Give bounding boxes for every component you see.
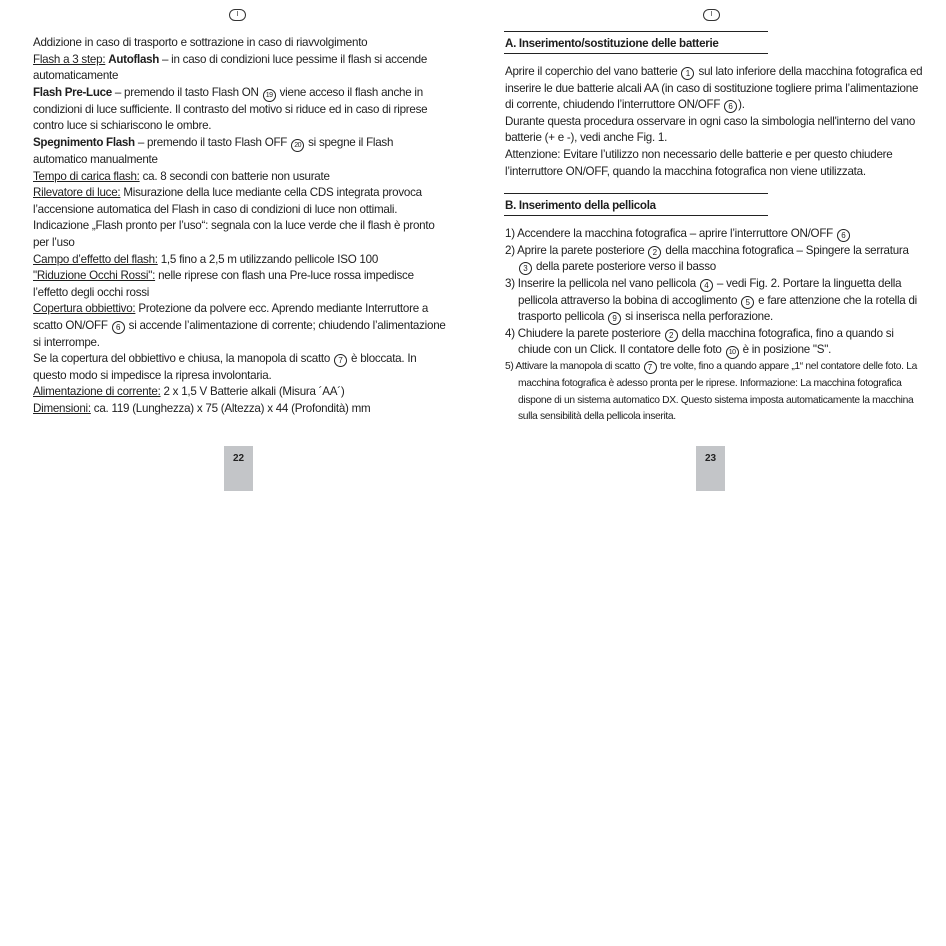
film-step-3-text-d: si inserisca nella perforazione. (622, 310, 774, 324)
circled-number-5: 5 (741, 296, 754, 309)
dimensions-label: Dimensioni: (33, 401, 91, 415)
circled-number-6: 6 (837, 229, 850, 242)
light-sensor-label: Rilevatore di luce: (33, 186, 121, 200)
circled-number-20: 20 (291, 139, 304, 152)
language-badge: I (229, 9, 246, 21)
film-step-1-text: 1) Accendere la macchina fotografica – aprire l’interruttore ON/OFF (505, 227, 836, 241)
circled-number-6: 6 (112, 321, 125, 334)
film-step-2-text-b: della macchina fotografica – Spingere la serratura (662, 243, 909, 257)
power-text: 2 x 1,5 V Batterie alkali (Misura ´AA´) (160, 385, 345, 399)
film-step-2-text-a: 2) Aprire la parete posteriore (505, 243, 648, 257)
circled-number-1: 1 (681, 67, 694, 80)
lens-cover-text-b: si accende l’alimentazione di corrente; chiudendo l’alimentazione si interrompe. (33, 318, 446, 349)
battery-text-c: ). (738, 98, 745, 112)
lens-cover-text-c: Se la copertura del obbiettivo e chiusa, la manopola di scatto (33, 352, 334, 366)
film-step-4 (505, 326, 923, 360)
lens-cover-label: Copertura obbiettivo: (33, 302, 136, 316)
circled-number-9: 9 (608, 312, 621, 325)
right-text-column (505, 35, 923, 426)
page-number-23: 23 (696, 446, 725, 491)
flash-off-text-b: si spegne il Flash automatico manualmente (33, 135, 394, 166)
light-sensor-text: Misurazione della luce mediante cella CDS integrata provoca l’accensione automatica del Flash in caso di condizioni di luce non ottimali. Indicazione „Flash pronto per l’uso“: segnala con la luce verde che il flash è pronto per l’uso (33, 186, 435, 249)
battery-warning: Attenzione: Evitare l’utilizzo non necessario delle batterie e per questo chiudere l’interruttore ON/OFF, quando la macchina fotografica non viene utilizzata. (505, 147, 893, 178)
circled-number-6: 6 (724, 100, 737, 113)
film-step-3 (505, 276, 923, 326)
red-eye-paragraph (33, 268, 448, 301)
charge-time-label: Tempo di carica flash: (33, 169, 140, 183)
circled-number-4: 4 (700, 279, 713, 292)
film-step-4-text-b: della macchina fotografica, fino a quando si chiude con un Click. Il contatore delle foto (518, 326, 894, 357)
circled-number-7: 7 (644, 361, 657, 374)
right-page (473, 0, 946, 946)
left-text-column (33, 35, 448, 417)
language-badge: I (703, 9, 720, 21)
flash-modes-paragraph (33, 52, 448, 85)
red-eye-text: nelle riprese con flash una Pre-luce rossa impedisce l’effetto degli occhi rossi (33, 269, 414, 299)
page-number-22: 22 (224, 446, 253, 491)
film-step-2-text-c: della parete posteriore verso il basso (533, 260, 716, 274)
charge-time-text: ca. 8 secondi con batterie non usurate (139, 169, 330, 183)
film-step-2 (505, 243, 923, 276)
dimensions-text: ca. 119 (Lunghezza) x 75 (Altezza) x 44 (Profondità) mm (90, 401, 371, 415)
lens-cover-paragraph (33, 301, 448, 351)
film-step-3-text-b: – vedi Fig. 2. Portare la linguetta della pellicola attraverso la bobina di accoglimento (518, 276, 902, 307)
battery-paragraph-2: Durante questa procedura osservare in ogni caso la simbologia nell'interno del vano batterie (+ e -), vedi anche Fig. 1. (505, 114, 916, 145)
circled-number-2: 2 (665, 329, 678, 342)
flash-range-text: 1,5 fino a 2,5 m utilizzando pellicole ISO 100 (157, 252, 379, 266)
preluce-text-b: viene acceso il flash anche in condizioni di luce sufficiente. Il contrasto del motivo si riduce ed in caso di riprese contro luce si schiariscono le ombre. (33, 85, 428, 133)
circled-number-7: 7 (334, 354, 347, 367)
flash-range-label: Campo d’effetto del flash: (33, 252, 158, 266)
battery-text-a: Aprire il coperchio del vano batterie (505, 65, 681, 78)
flash-range-paragraph (33, 252, 448, 269)
lens-cover-lock-paragraph (33, 351, 448, 384)
autoflash-text: – in caso di condizioni luce pessime il flash si accende automaticamente (33, 52, 428, 83)
section-a-title: A. Inserimento/sostituzione delle batterie (504, 31, 768, 54)
intro-text: Addizione in caso di trasporto e sottrazione in caso di riavvolgimento (33, 36, 368, 49)
section-b-title: B. Inserimento della pellicola (504, 193, 768, 216)
film-step-3-text-c: e fare attenzione che la rotella di trasporto pellicola (518, 293, 917, 324)
film-step-3-text-a: 3) Inserire la pellicola nel vano pellicola (505, 276, 699, 290)
preluce-text-a: – premendo il tasto Flash ON (111, 85, 262, 99)
flash-off-text-a: – premendo il tasto Flash OFF (134, 135, 291, 149)
autoflash-title: Autoflash (108, 52, 160, 66)
film-step-4-text-a: 4) Chiudere la parete posteriore (505, 326, 664, 340)
power-paragraph (33, 384, 448, 401)
film-step-5-text-b: tre volte, fino a quando appare „1“ nel contatore delle foto. La macchina fotografica è adesso pronta per le riprese. Informazione: La macchina fotografica dispone di un sistema automatico DX. Questo sistema imposta automaticamente la macchina sulla sensibilità della pellicola inserita. (518, 361, 917, 423)
film-step-5-text-a: 5) Attivare la manopola di scatto (505, 361, 643, 373)
preluce-title: Flash Pre-Luce (33, 85, 112, 99)
circled-number-2: 2 (648, 246, 661, 259)
circled-number-10: 10 (726, 346, 739, 359)
charge-time-paragraph (33, 169, 448, 186)
battery-text-b: sul lato inferiore della macchina fotografica ed inserire le due batterie alcali AA (in caso di sostituzione togliere prima l’alimentazione di corrente, chiudendo l’interruttore ON/OFF (505, 65, 923, 112)
circled-number-3: 3 (519, 262, 532, 275)
battery-paragraph-1 (505, 64, 923, 114)
lens-cover-text-a: Protezione da polvere ecc. Aprendo mediante Interruttore a scatto ON/OFF (33, 302, 429, 332)
preluce-paragraph (33, 85, 448, 135)
flash-modes-label: Flash a 3 step: (33, 52, 106, 66)
film-step-5 (505, 359, 923, 425)
film-step-4-text-c: è in posizione "S". (739, 343, 832, 357)
lens-cover-text-d: è bloccata. In questo modo si impedisce la ripresa involontaria. (33, 352, 417, 382)
power-label: Alimentazione di corrente: (33, 385, 161, 399)
circled-number-19: 19 (263, 89, 276, 102)
film-step-1 (505, 226, 923, 243)
dimensions-paragraph (33, 401, 448, 418)
flash-off-title: Spegnimento Flash (33, 135, 135, 149)
light-sensor-paragraph (33, 185, 448, 251)
red-eye-label: "Riduzione Occhi Rossi": (33, 269, 156, 283)
flash-off-paragraph (33, 135, 448, 169)
